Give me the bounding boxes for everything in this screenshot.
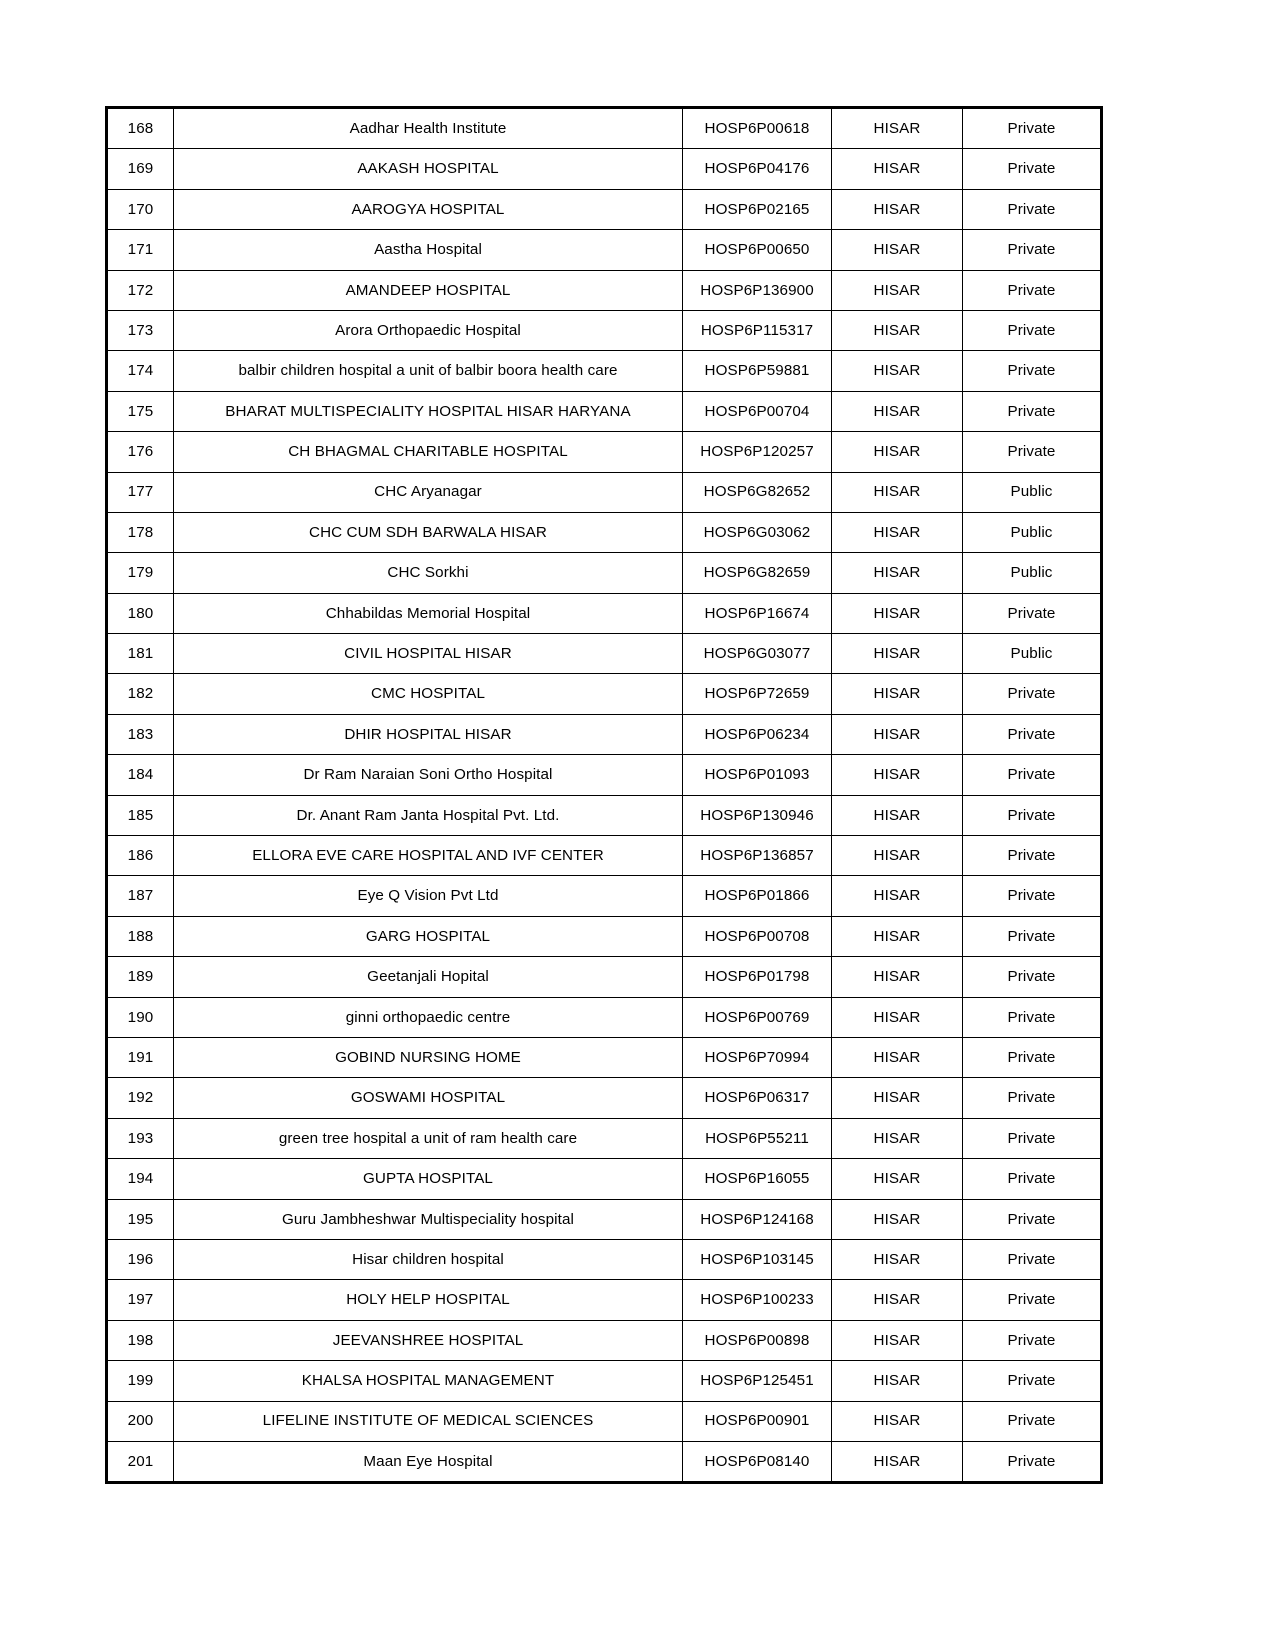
cell-hospital-code: HOSP6P72659	[683, 674, 832, 714]
table-row	[107, 1441, 1102, 1482]
cell-district: HISAR	[832, 916, 963, 956]
hospital-table-body	[107, 108, 1102, 1483]
cell-district: HISAR	[832, 593, 963, 633]
table-row	[107, 1037, 1102, 1077]
cell-hospital-name: KHALSA HOSPITAL MANAGEMENT	[174, 1361, 683, 1401]
cell-hospital-code: HOSP6P59881	[683, 351, 832, 391]
cell-hospital-code: HOSP6P01798	[683, 957, 832, 997]
cell-hospital-code: HOSP6G82652	[683, 472, 832, 512]
cell-district: HISAR	[832, 1280, 963, 1320]
cell-hospital-name: CHC Sorkhi	[174, 553, 683, 593]
cell-hospital-name: Chhabildas Memorial Hospital	[174, 593, 683, 633]
cell-ownership-type: Private	[963, 916, 1102, 956]
cell-district: HISAR	[832, 149, 963, 189]
cell-serial-number: 175	[107, 391, 174, 431]
table-row	[107, 351, 1102, 391]
table-row	[107, 149, 1102, 189]
cell-hospital-code: HOSP6P00708	[683, 916, 832, 956]
cell-serial-number: 198	[107, 1320, 174, 1360]
cell-hospital-name: LIFELINE INSTITUTE OF MEDICAL SCIENCES	[174, 1401, 683, 1441]
cell-hospital-code: HOSP6P00704	[683, 391, 832, 431]
table-row	[107, 1280, 1102, 1320]
cell-district: HISAR	[832, 512, 963, 552]
table-row	[107, 1159, 1102, 1199]
cell-hospital-name: Dr Ram Naraian Soni Ortho Hospital	[174, 755, 683, 795]
cell-serial-number: 170	[107, 189, 174, 229]
cell-serial-number: 201	[107, 1441, 174, 1482]
cell-serial-number: 176	[107, 432, 174, 472]
cell-ownership-type: Private	[963, 836, 1102, 876]
cell-district: HISAR	[832, 1441, 963, 1482]
table-row	[107, 1320, 1102, 1360]
table-row	[107, 432, 1102, 472]
cell-ownership-type: Private	[963, 351, 1102, 391]
cell-hospital-name: Dr. Anant Ram Janta Hospital Pvt. Ltd.	[174, 795, 683, 835]
cell-serial-number: 178	[107, 512, 174, 552]
cell-district: HISAR	[832, 351, 963, 391]
cell-hospital-name: Eye Q Vision Pvt Ltd	[174, 876, 683, 916]
cell-ownership-type: Private	[963, 674, 1102, 714]
cell-ownership-type: Public	[963, 472, 1102, 512]
table-row	[107, 795, 1102, 835]
cell-hospital-name: green tree hospital a unit of ram health care	[174, 1118, 683, 1158]
table-row	[107, 1078, 1102, 1118]
table-row	[107, 310, 1102, 350]
cell-hospital-code: HOSP6P124168	[683, 1199, 832, 1239]
cell-ownership-type: Public	[963, 634, 1102, 674]
cell-district: HISAR	[832, 108, 963, 149]
cell-ownership-type: Private	[963, 876, 1102, 916]
cell-hospital-name: ELLORA EVE CARE HOSPITAL AND IVF CENTER	[174, 836, 683, 876]
table-row	[107, 270, 1102, 310]
cell-district: HISAR	[832, 472, 963, 512]
cell-serial-number: 174	[107, 351, 174, 391]
cell-serial-number: 192	[107, 1078, 174, 1118]
cell-ownership-type: Private	[963, 149, 1102, 189]
cell-ownership-type: Private	[963, 1280, 1102, 1320]
table-row	[107, 108, 1102, 149]
cell-serial-number: 179	[107, 553, 174, 593]
cell-hospital-name: Maan Eye Hospital	[174, 1441, 683, 1482]
cell-ownership-type: Private	[963, 108, 1102, 149]
cell-hospital-code: HOSP6P103145	[683, 1239, 832, 1279]
cell-hospital-name: Guru Jambheshwar Multispeciality hospital	[174, 1199, 683, 1239]
cell-hospital-code: HOSP6P08140	[683, 1441, 832, 1482]
cell-hospital-name: GUPTA HOSPITAL	[174, 1159, 683, 1199]
cell-serial-number: 187	[107, 876, 174, 916]
cell-serial-number: 189	[107, 957, 174, 997]
cell-ownership-type: Private	[963, 270, 1102, 310]
cell-ownership-type: Private	[963, 795, 1102, 835]
cell-district: HISAR	[832, 876, 963, 916]
cell-district: HISAR	[832, 553, 963, 593]
cell-hospital-name: HOLY HELP HOSPITAL	[174, 1280, 683, 1320]
hospital-table-container	[105, 106, 1100, 1484]
cell-hospital-name: CH BHAGMAL CHARITABLE HOSPITAL	[174, 432, 683, 472]
cell-hospital-name: BHARAT MULTISPECIALITY HOSPITAL HISAR HARYANA	[174, 391, 683, 431]
cell-hospital-code: HOSP6P16674	[683, 593, 832, 633]
cell-serial-number: 193	[107, 1118, 174, 1158]
cell-hospital-code: HOSP6P16055	[683, 1159, 832, 1199]
cell-ownership-type: Private	[963, 432, 1102, 472]
cell-district: HISAR	[832, 1159, 963, 1199]
cell-hospital-code: HOSP6P00618	[683, 108, 832, 149]
cell-hospital-code: HOSP6P01093	[683, 755, 832, 795]
cell-district: HISAR	[832, 836, 963, 876]
cell-ownership-type: Private	[963, 1320, 1102, 1360]
cell-serial-number: 184	[107, 755, 174, 795]
cell-hospital-name: GOSWAMI HOSPITAL	[174, 1078, 683, 1118]
cell-serial-number: 185	[107, 795, 174, 835]
table-row	[107, 230, 1102, 270]
cell-hospital-code: HOSP6P55211	[683, 1118, 832, 1158]
cell-hospital-name: Geetanjali Hopital	[174, 957, 683, 997]
cell-hospital-code: HOSP6P120257	[683, 432, 832, 472]
cell-district: HISAR	[832, 432, 963, 472]
cell-serial-number: 186	[107, 836, 174, 876]
table-row	[107, 916, 1102, 956]
cell-district: HISAR	[832, 714, 963, 754]
cell-hospital-code: HOSP6P04176	[683, 149, 832, 189]
cell-hospital-code: HOSP6P00769	[683, 997, 832, 1037]
cell-district: HISAR	[832, 755, 963, 795]
cell-ownership-type: Private	[963, 593, 1102, 633]
cell-hospital-code: HOSP6P00901	[683, 1401, 832, 1441]
cell-ownership-type: Private	[963, 189, 1102, 229]
table-row	[107, 836, 1102, 876]
cell-ownership-type: Private	[963, 310, 1102, 350]
cell-hospital-code: HOSP6P136857	[683, 836, 832, 876]
cell-hospital-code: HOSP6G03077	[683, 634, 832, 674]
cell-hospital-code: HOSP6P02165	[683, 189, 832, 229]
cell-district: HISAR	[832, 1037, 963, 1077]
cell-serial-number: 171	[107, 230, 174, 270]
cell-ownership-type: Private	[963, 1118, 1102, 1158]
cell-serial-number: 169	[107, 149, 174, 189]
cell-ownership-type: Private	[963, 714, 1102, 754]
cell-district: HISAR	[832, 1361, 963, 1401]
cell-serial-number: 195	[107, 1199, 174, 1239]
cell-serial-number: 181	[107, 634, 174, 674]
cell-ownership-type: Private	[963, 1441, 1102, 1482]
cell-serial-number: 183	[107, 714, 174, 754]
cell-hospital-code: HOSP6P130946	[683, 795, 832, 835]
cell-hospital-code: HOSP6P100233	[683, 1280, 832, 1320]
cell-district: HISAR	[832, 189, 963, 229]
cell-hospital-code: HOSP6P01866	[683, 876, 832, 916]
cell-ownership-type: Private	[963, 997, 1102, 1037]
cell-serial-number: 172	[107, 270, 174, 310]
cell-district: HISAR	[832, 1078, 963, 1118]
cell-ownership-type: Private	[963, 957, 1102, 997]
cell-hospital-name: ginni orthopaedic centre	[174, 997, 683, 1037]
cell-serial-number: 182	[107, 674, 174, 714]
cell-district: HISAR	[832, 1239, 963, 1279]
table-row	[107, 1401, 1102, 1441]
cell-hospital-name: GOBIND NURSING HOME	[174, 1037, 683, 1077]
cell-hospital-name: CHC Aryanagar	[174, 472, 683, 512]
hospital-table	[105, 106, 1103, 1484]
cell-hospital-name: Aadhar Health Institute	[174, 108, 683, 149]
cell-serial-number: 177	[107, 472, 174, 512]
table-row	[107, 1118, 1102, 1158]
cell-ownership-type: Private	[963, 1078, 1102, 1118]
cell-ownership-type: Private	[963, 1159, 1102, 1199]
table-row	[107, 472, 1102, 512]
cell-serial-number: 194	[107, 1159, 174, 1199]
cell-hospital-name: CHC CUM SDH BARWALA HISAR	[174, 512, 683, 552]
cell-district: HISAR	[832, 997, 963, 1037]
cell-hospital-code: HOSP6P70994	[683, 1037, 832, 1077]
cell-ownership-type: Public	[963, 512, 1102, 552]
table-row	[107, 189, 1102, 229]
cell-district: HISAR	[832, 1401, 963, 1441]
cell-hospital-name: DHIR HOSPITAL HISAR	[174, 714, 683, 754]
cell-serial-number: 196	[107, 1239, 174, 1279]
cell-hospital-name: CMC HOSPITAL	[174, 674, 683, 714]
cell-serial-number: 168	[107, 108, 174, 149]
table-row	[107, 391, 1102, 431]
cell-hospital-name: AAROGYA HOSPITAL	[174, 189, 683, 229]
cell-district: HISAR	[832, 1118, 963, 1158]
cell-district: HISAR	[832, 674, 963, 714]
cell-serial-number: 190	[107, 997, 174, 1037]
table-row	[107, 997, 1102, 1037]
cell-ownership-type: Private	[963, 1239, 1102, 1279]
cell-serial-number: 173	[107, 310, 174, 350]
cell-hospital-code: HOSP6P00650	[683, 230, 832, 270]
cell-district: HISAR	[832, 270, 963, 310]
cell-hospital-name: Aastha Hospital	[174, 230, 683, 270]
cell-district: HISAR	[832, 391, 963, 431]
cell-ownership-type: Private	[963, 1037, 1102, 1077]
cell-hospital-name: CIVIL HOSPITAL HISAR	[174, 634, 683, 674]
cell-hospital-code: HOSP6P06317	[683, 1078, 832, 1118]
cell-hospital-code: HOSP6P115317	[683, 310, 832, 350]
cell-hospital-name: GARG HOSPITAL	[174, 916, 683, 956]
table-row	[107, 957, 1102, 997]
cell-hospital-name: JEEVANSHREE HOSPITAL	[174, 1320, 683, 1360]
cell-serial-number: 200	[107, 1401, 174, 1441]
cell-serial-number: 188	[107, 916, 174, 956]
cell-ownership-type: Public	[963, 553, 1102, 593]
cell-district: HISAR	[832, 1199, 963, 1239]
table-row	[107, 674, 1102, 714]
cell-ownership-type: Private	[963, 230, 1102, 270]
table-row	[107, 1239, 1102, 1279]
cell-ownership-type: Private	[963, 1361, 1102, 1401]
table-row	[107, 755, 1102, 795]
table-row	[107, 593, 1102, 633]
table-row	[107, 714, 1102, 754]
cell-hospital-code: HOSP6P00898	[683, 1320, 832, 1360]
cell-hospital-name: AMANDEEP HOSPITAL	[174, 270, 683, 310]
table-row	[107, 553, 1102, 593]
table-row	[107, 876, 1102, 916]
cell-ownership-type: Private	[963, 1199, 1102, 1239]
table-row	[107, 1361, 1102, 1401]
cell-hospital-code: HOSP6G03062	[683, 512, 832, 552]
cell-district: HISAR	[832, 634, 963, 674]
cell-serial-number: 197	[107, 1280, 174, 1320]
table-row	[107, 512, 1102, 552]
cell-hospital-name: AAKASH HOSPITAL	[174, 149, 683, 189]
cell-serial-number: 191	[107, 1037, 174, 1077]
cell-ownership-type: Private	[963, 391, 1102, 431]
cell-district: HISAR	[832, 310, 963, 350]
cell-district: HISAR	[832, 957, 963, 997]
cell-hospital-code: HOSP6P125451	[683, 1361, 832, 1401]
cell-district: HISAR	[832, 795, 963, 835]
cell-hospital-name: balbir children hospital a unit of balbir boora health care	[174, 351, 683, 391]
cell-ownership-type: Private	[963, 1401, 1102, 1441]
cell-serial-number: 180	[107, 593, 174, 633]
cell-hospital-name: Hisar children hospital	[174, 1239, 683, 1279]
cell-district: HISAR	[832, 230, 963, 270]
table-row	[107, 634, 1102, 674]
cell-hospital-code: HOSP6G82659	[683, 553, 832, 593]
cell-district: HISAR	[832, 1320, 963, 1360]
cell-hospital-name: Arora Orthopaedic Hospital	[174, 310, 683, 350]
cell-hospital-code: HOSP6P06234	[683, 714, 832, 754]
cell-serial-number: 199	[107, 1361, 174, 1401]
cell-ownership-type: Private	[963, 755, 1102, 795]
table-row	[107, 1199, 1102, 1239]
cell-hospital-code: HOSP6P136900	[683, 270, 832, 310]
